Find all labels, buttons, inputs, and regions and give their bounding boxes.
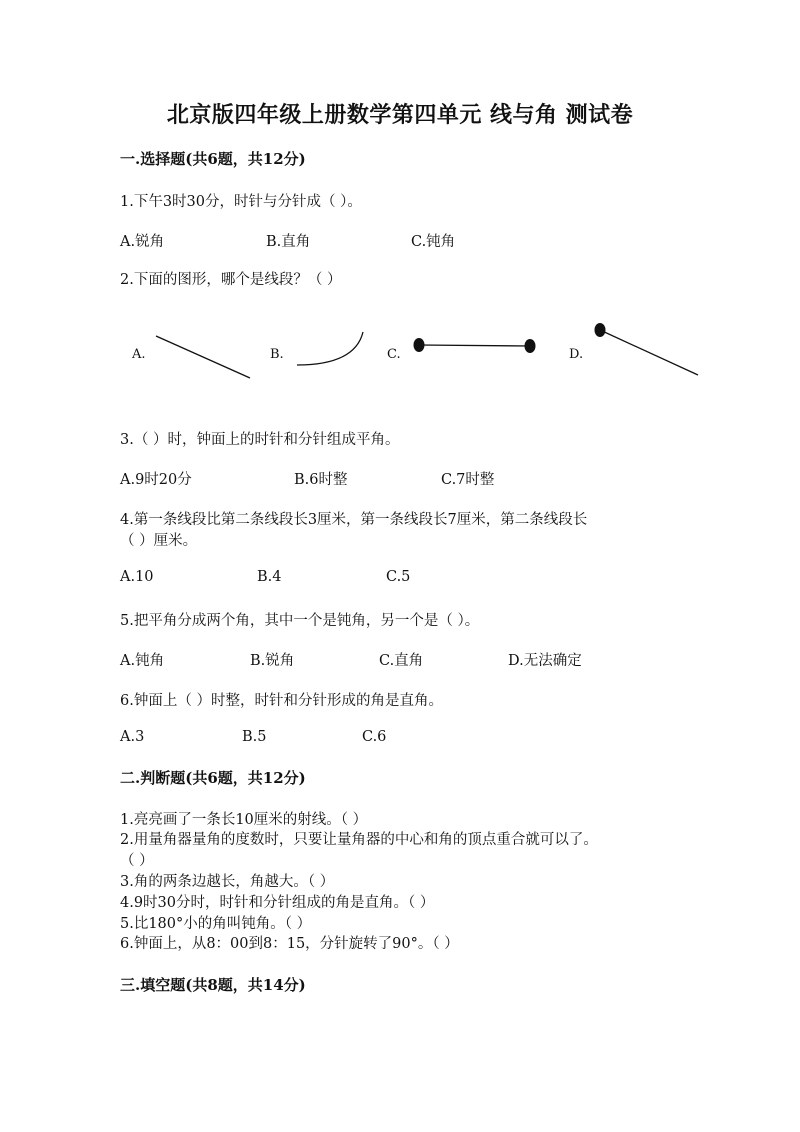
figure-c-endpoint-left — [414, 338, 425, 352]
judge-item-3: 3.角的两条边越长，角越大。（ ） — [120, 874, 335, 890]
option-b: B.6时整 — [294, 472, 348, 488]
figure-d-ray — [600, 330, 698, 375]
judge-item-4: 4.9时30分时，时针和分针组成的角是直角。（ ） — [120, 895, 435, 911]
option-b: B.直角 — [266, 234, 311, 250]
figure-a-ray — [156, 336, 250, 378]
figure-label-c: C. — [387, 347, 401, 362]
page-title: 北京版四年级上册数学第四单元 线与角 测试卷 — [166, 102, 634, 128]
option-a: A.锐角 — [120, 234, 165, 250]
question-4-line-1: 4.第一条线段比第二条线段长3厘米，第一条线段长7厘米，第二条线段长 — [120, 512, 588, 528]
question-5: 5.把平角分成两个角，其中一个是钝角，另一个是（ ）。 — [120, 613, 480, 629]
option-a: A.钝角 — [120, 653, 165, 669]
judge-item-1: 1.亮亮画了一条长10厘米的射线。（ ） — [120, 812, 368, 828]
option-c: C.5 — [386, 569, 411, 585]
option-b: B.4 — [257, 569, 282, 585]
question-6: 6.钟面上（ ）时整，时针和分针形成的角是直角。 — [120, 693, 443, 709]
section-heading-true-false: 二.判断题(共6题，共12分) — [120, 769, 306, 787]
option-a: A.10 — [120, 569, 154, 585]
figure-c-endpoint-right — [525, 339, 536, 353]
figure-label-a: A. — [132, 347, 146, 362]
option-d: D.无法确定 — [508, 653, 582, 669]
section-heading-fill-in: 三.填空题(共8题，共14分) — [120, 976, 306, 994]
option-a: A.9时20分 — [120, 472, 192, 488]
judge-item-2: 2.用量角器量角的度数时，只要让量角器的中心和角的顶点重合就可以了。 — [120, 832, 598, 848]
figure-c-segment — [419, 345, 530, 346]
judge-item-2-continued: （ ） — [120, 853, 154, 869]
section-heading-choice: 一.选择题(共6题，共12分) — [120, 150, 306, 168]
option-b: B.5 — [242, 729, 267, 745]
option-c: C.钝角 — [411, 234, 456, 250]
question-3: 3.（ ）时，钟面上的时针和分针组成平角。 — [120, 432, 400, 448]
figure-b-curve — [297, 332, 363, 365]
judge-item-5: 5.比180°小的角叫钝角。（ ） — [120, 916, 312, 932]
option-c: C.7时整 — [441, 472, 495, 488]
question-1: 1.下午3时30分，时针与分针成（ ）。 — [120, 194, 362, 210]
line-segment-figures — [120, 320, 720, 390]
option-c: C.直角 — [379, 653, 424, 669]
option-c: C.6 — [362, 729, 387, 745]
figure-label-b: B. — [270, 347, 284, 362]
option-a: A.3 — [120, 729, 145, 745]
figure-d-endpoint — [595, 323, 606, 337]
judge-item-6: 6.钟面上，从8：00到8：15，分针旋转了90°。（ ） — [120, 936, 459, 952]
question-4-line-2: （ ）厘米。 — [120, 533, 198, 549]
figure-label-d: D. — [569, 347, 584, 362]
option-b: B.锐角 — [250, 653, 295, 669]
question-2: 2.下面的图形，哪个是线段？（ ） — [120, 272, 342, 288]
